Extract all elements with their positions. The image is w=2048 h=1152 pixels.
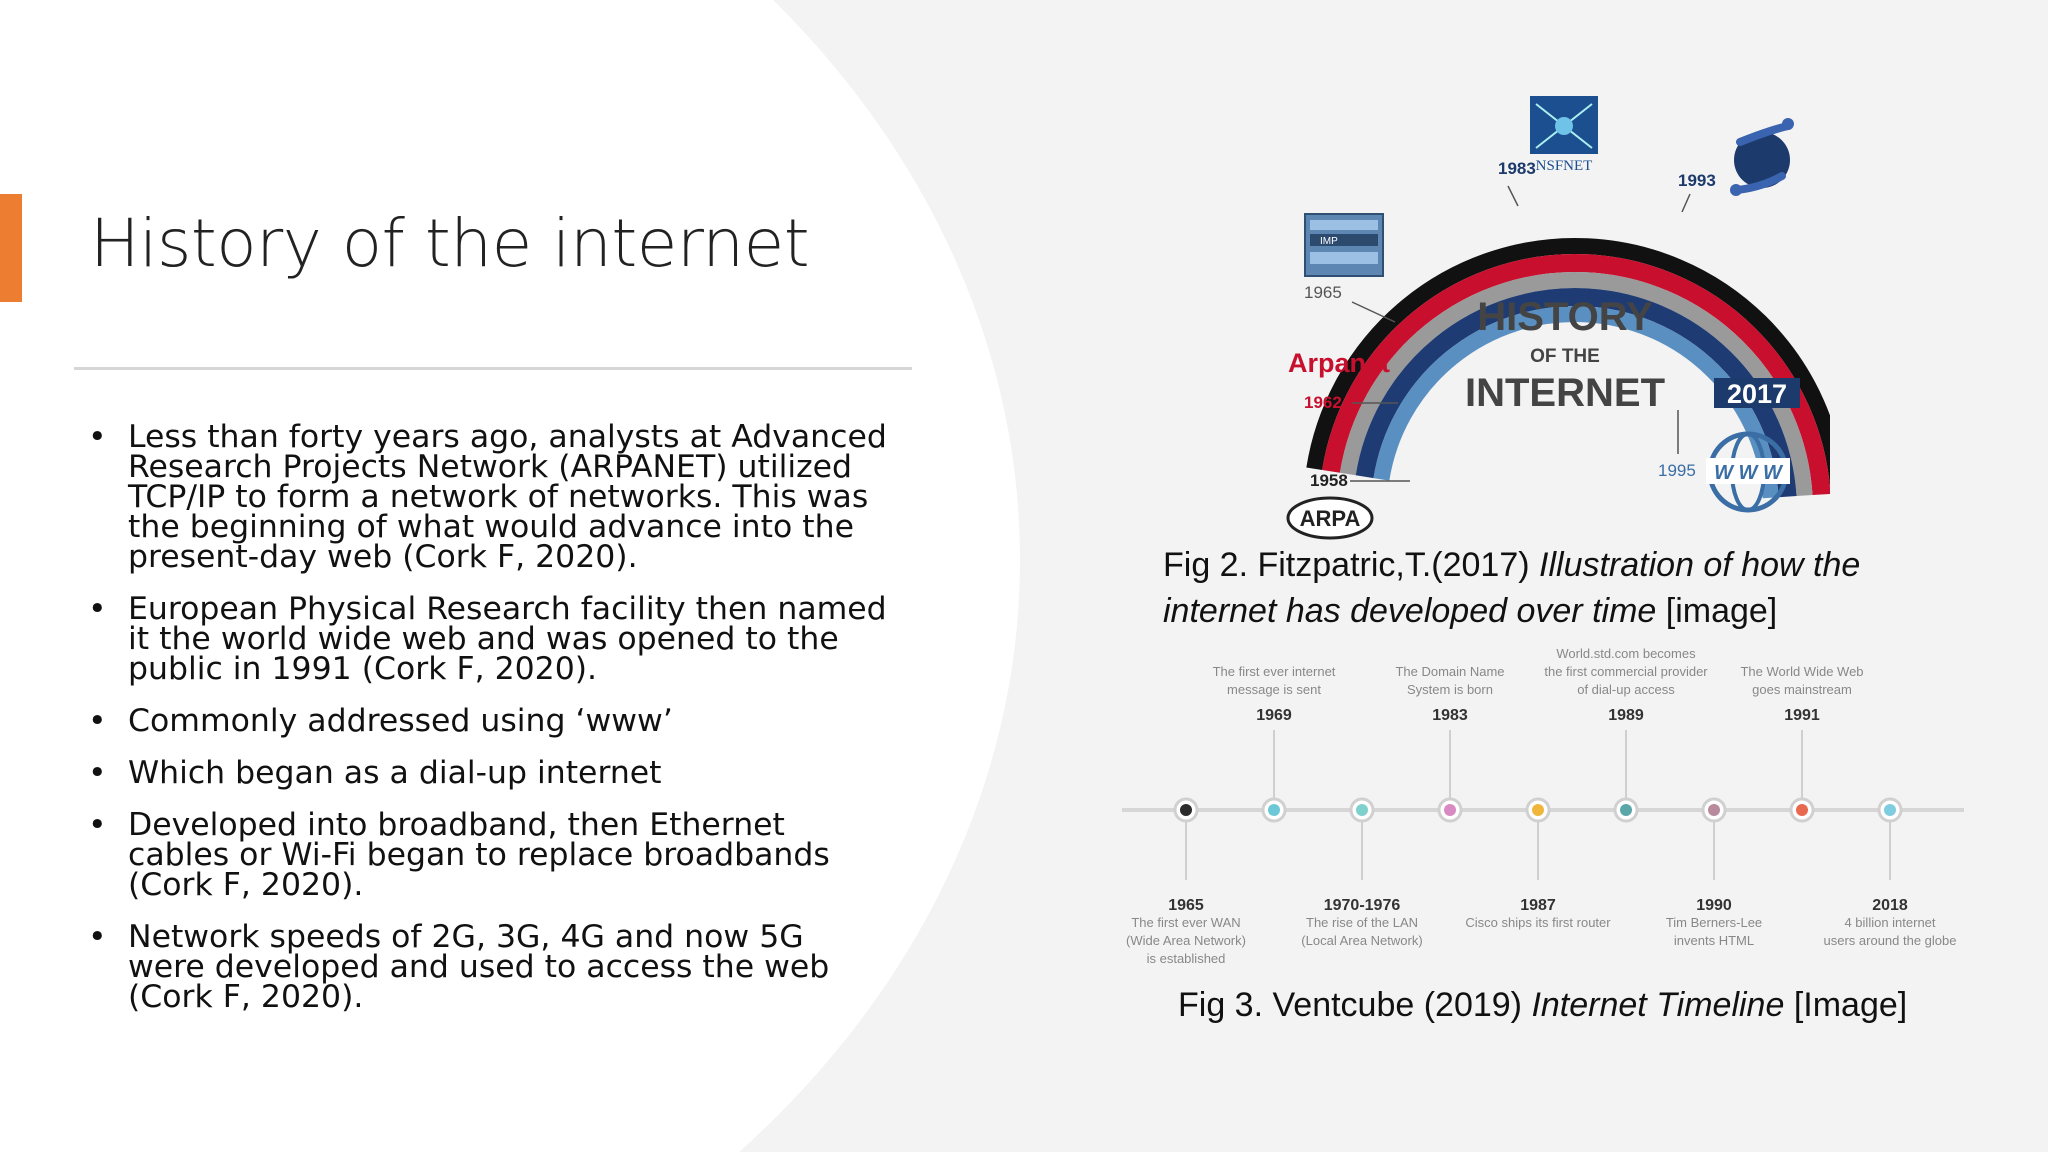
year-1958: 1958: [1310, 471, 1348, 490]
browser-logo: [1730, 118, 1794, 196]
bullet-item: • Commonly addressed using ‘www’: [88, 706, 888, 736]
internet-timeline: [1118, 640, 1968, 980]
timeline-event-text: The rise of the LAN: [1306, 915, 1418, 930]
arpanet-logo-text: Arpanet: [1288, 348, 1391, 378]
timeline-event-text: World.std.com becomes: [1556, 646, 1696, 661]
timeline-event-text: the first commercial provider: [1544, 664, 1708, 679]
timeline-event-year: 1965: [1168, 897, 1204, 914]
year-1993: 1993: [1678, 171, 1716, 190]
fig3-caption-text: Fig 3. Ventcube (2019): [1178, 986, 1532, 1024]
timeline-dot: [1180, 804, 1192, 816]
fig2-caption-text: Fig 2. Fitzpatric,T.(2017): [1163, 546, 1540, 584]
timeline-event-year: 1983: [1432, 707, 1468, 724]
timeline-event-year: 1987: [1520, 897, 1556, 914]
arpa-logo-text: ARPA: [1299, 506, 1361, 531]
year-1962: 1962: [1304, 393, 1342, 412]
bullet-item: • Developed into broadband, then Ethernet cables or Wi-Fi began to replace broadbands (Cork F, 2020).: [88, 810, 888, 900]
nsfnet-label: NSFNET: [1535, 158, 1593, 174]
bullet-item: • Less than forty years ago, analysts at Advanced Research Projects Network (ARPANET) utilized TCP/IP to form a network of networks. This was the beginning of what would advance into the present-day web (Cork F, 2020).: [88, 422, 888, 572]
timeline-event-year: 1989: [1608, 707, 1644, 724]
timeline-event-year: 1970-1976: [1323, 897, 1401, 914]
history-heading: HISTORY: [1477, 295, 1653, 339]
timeline-dot: [1796, 804, 1808, 816]
timeline-event-year: 1991: [1784, 707, 1820, 724]
imp-label: IMP: [1320, 236, 1338, 247]
www-globe-icon: [1706, 434, 1790, 510]
timeline-event-text: users around the globe: [1823, 933, 1957, 948]
timeline-event-text: invents HTML: [1673, 933, 1755, 948]
timeline-event-year: 1990: [1696, 897, 1732, 914]
nsfnet-logo: [1530, 96, 1598, 174]
timeline-event-year: 1969: [1256, 707, 1292, 724]
accent-bar: [0, 194, 22, 302]
timeline-event-text: of dial-up access: [1577, 682, 1675, 697]
bullet-item: • Which began as a dial-up internet: [88, 758, 888, 788]
fig3-caption-title: Internet Timeline: [1531, 986, 1785, 1024]
www-label: W W W: [1714, 462, 1782, 484]
timeline-dot: [1268, 804, 1280, 816]
timeline-event-text: The World Wide Web: [1740, 664, 1864, 679]
timeline-bottom-events: [1126, 820, 1956, 966]
year-1965: 1965: [1304, 283, 1342, 302]
timeline-event-text: (Wide Area Network): [1126, 933, 1246, 948]
timeline-event-year: 2018: [1872, 897, 1908, 914]
internet-heading: INTERNET: [1465, 371, 1665, 415]
timeline-event-text: Cisco ships its first router: [1465, 915, 1611, 930]
bullet-item: • Network speeds of 2G, 3G, 4G and now 5G were developed and used to access the web (Cork F, 2020).: [88, 922, 888, 1012]
fig2-caption-title: Illustration of how the internet has developed over time: [1163, 546, 1861, 630]
year-1995: 1995: [1658, 461, 1696, 480]
year-2017: 2017: [1726, 379, 1788, 409]
imp-box: [1305, 214, 1383, 276]
bullet-list: [88, 419, 888, 1034]
timeline-event-text: (Local Area Network): [1301, 933, 1423, 948]
timeline-event-text: The first ever internet: [1212, 664, 1336, 679]
fig3-caption: [1178, 982, 1978, 1028]
bullet-item: • European Physical Research facility then named it the world wide web and was opened to the public in 1991 (Cork F, 2020).: [88, 594, 888, 684]
timeline-event-text: Tim Berners-Lee: [1665, 915, 1763, 930]
timeline-event-text: goes mainstream: [1752, 682, 1852, 697]
timeline-event-text: message is sent: [1227, 682, 1321, 697]
timeline-dots: [1175, 799, 1901, 821]
timeline-dot: [1444, 804, 1456, 816]
timeline-event-text: System is born: [1407, 682, 1493, 697]
timeline-top-events: [1213, 646, 1864, 800]
slide-title: History of the internet: [90, 205, 810, 282]
title-divider: [74, 367, 912, 370]
timeline-event-text: The first ever WAN: [1131, 915, 1241, 930]
fig2-caption-tail: [image]: [1656, 592, 1778, 630]
timeline-dot: [1532, 804, 1544, 816]
history-infographic: [1270, 90, 1830, 540]
timeline-event-text: 4 billion internet: [1844, 915, 1936, 930]
year-1983: 1983: [1498, 159, 1536, 178]
fig3-caption-tail: [Image]: [1784, 986, 1908, 1024]
timeline-event-text: is established: [1146, 951, 1226, 966]
of-the-heading: OF THE: [1530, 346, 1600, 367]
fig2-caption: [1163, 542, 1923, 634]
timeline-dot: [1620, 804, 1632, 816]
timeline-event-text: The Domain Name: [1395, 664, 1505, 679]
timeline-dot: [1356, 804, 1368, 816]
timeline-dot: [1884, 804, 1896, 816]
timeline-dot: [1708, 804, 1720, 816]
